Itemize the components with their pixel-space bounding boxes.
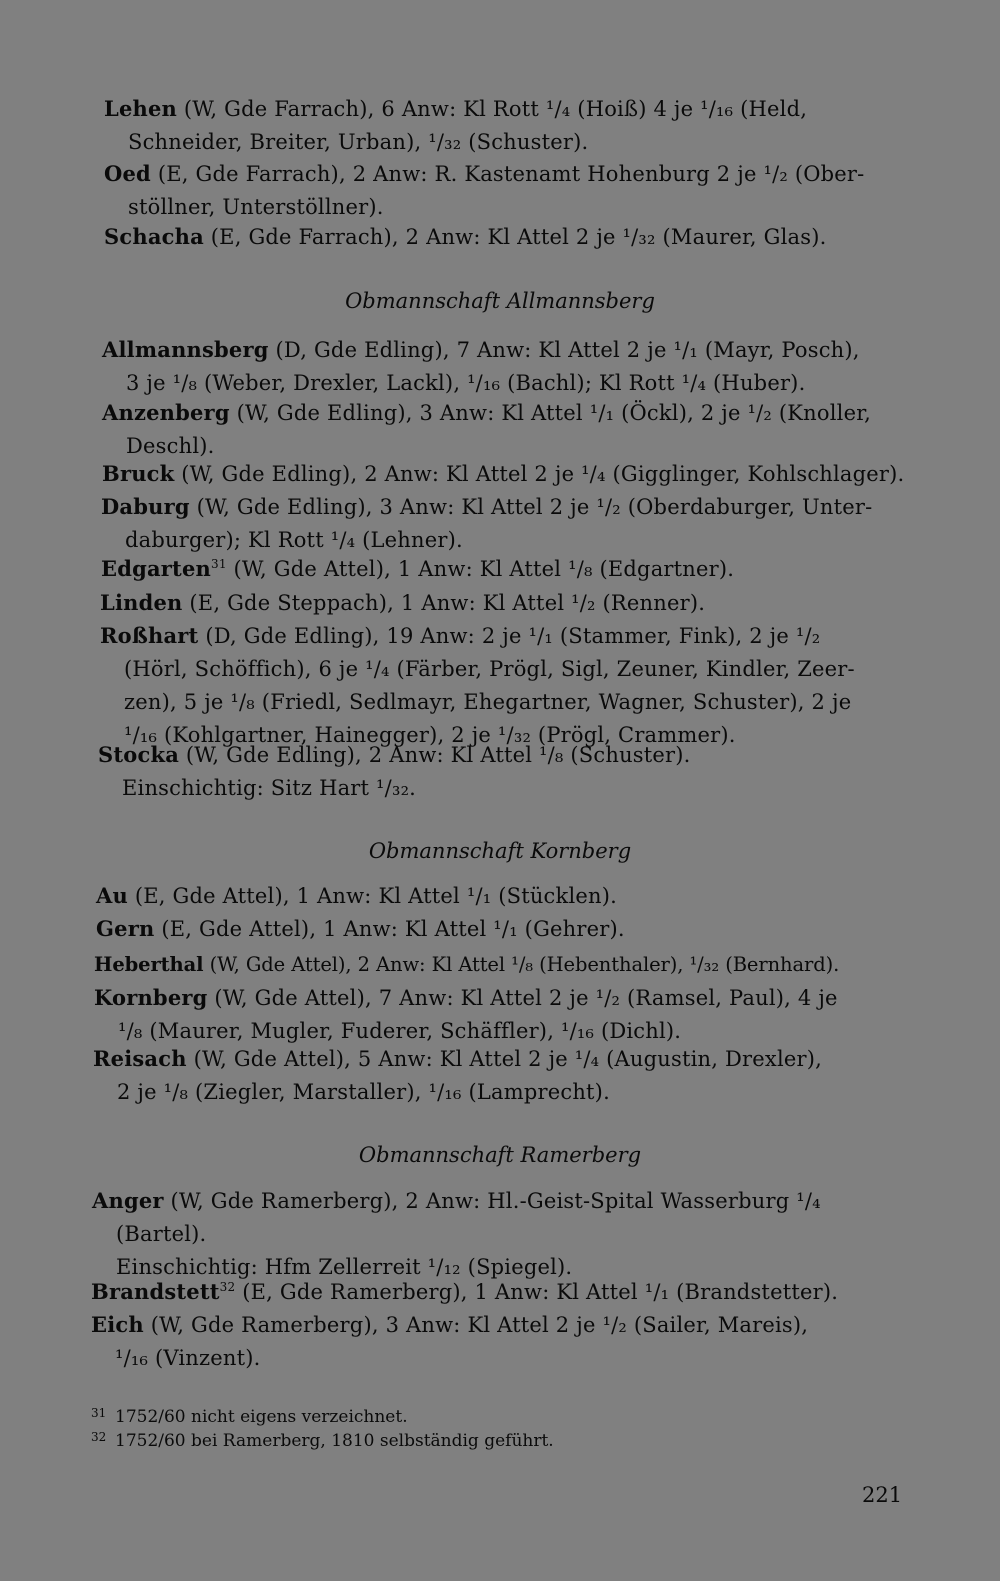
entry-text: (E, Gde Farrach), 2 Anw: Kl Attel 2 je ¹/₃₂ (Maurer, Glas). <box>203 225 827 249</box>
entry-daburg <box>101 490 914 557</box>
entry-text: (D, Gde Edling), 19 Anw: 2 je ¹/₁ (Stammer, Fink), 2 je ¹/₂ <box>198 624 821 648</box>
place-name: Eich <box>91 1312 144 1337</box>
entry-allmannsberg <box>102 333 914 400</box>
entry-text: (W, Gde Edling), 2 Anw: Kl Attel 2 je ¹/₄ (Gigglinger, Kohlschlager). <box>174 462 905 486</box>
entry-gern <box>96 912 914 946</box>
footnote-text: 1752/60 bei Ramerberg, 1810 selbständig geführt. <box>115 1431 554 1451</box>
place-name: Heberthal <box>94 953 204 976</box>
entry-anzenberg <box>102 396 914 463</box>
entry-text: (W, Gde Attel), 1 Anw: Kl Attel ¹/₈ (Edgartner). <box>226 557 735 581</box>
entry-reisach <box>93 1042 914 1109</box>
place-name: Brandstett <box>91 1279 220 1304</box>
place-name: Oed <box>104 161 151 186</box>
footnote-ref: 32 <box>219 1280 236 1294</box>
entry-text: (E, Gde Attel), 1 Anw: Kl Attel ¹/₁ (Stücklen). <box>127 884 617 908</box>
entry-stocka <box>98 738 914 805</box>
place-name: Schacha <box>104 224 204 249</box>
entry-text-cont: Deschl). <box>126 434 215 458</box>
footnote-ref: 31 <box>210 557 227 571</box>
entry-text: (W, Gde Edling), 2 Anw: Kl Attel ¹/₈ (Schuster). <box>179 743 691 767</box>
footnote-text: 1752/60 nicht eigens verzeichnet. <box>115 1407 408 1427</box>
entry-text-cont: ¹/₁₆ (Kohlgartner, Hainegger), 2 je ¹/₃₂ (Prögl, Crammer). <box>124 723 736 747</box>
entry-text-cont: 3 je ¹/₈ (Weber, Drexler, Lackl), ¹/₁₆ (Bachl); Kl Rott ¹/₄ (Huber). <box>126 371 806 395</box>
place-name: Lehen <box>104 96 178 121</box>
entry-eich <box>91 1308 914 1375</box>
place-name: Stocka <box>98 742 180 767</box>
place-name: Gern <box>96 916 155 941</box>
entry-oed <box>104 157 914 224</box>
entry-text: (E, Gde Steppach), 1 Anw: Kl Attel ¹/₂ (Renner). <box>182 591 706 615</box>
entry-text-cont: Schneider, Breiter, Urban), ¹/₃₂ (Schuster). <box>128 130 589 154</box>
place-name: Edgarten <box>101 556 211 581</box>
entry-text-cont: 2 je ¹/₈ (Ziegler, Marstaller), ¹/₁₆ (Lamprecht). <box>117 1080 610 1104</box>
entry-text: (E, Gde Farrach), 2 Anw: R. Kastenamt Hohenburg 2 je ¹/₂ (Ober- <box>150 162 865 186</box>
entry-text: (W, Gde Ramerberg), 3 Anw: Kl Attel 2 je ¹/₂ (Sailer, Mareis), <box>143 1313 809 1337</box>
place-name: Daburg <box>101 494 190 519</box>
place-name: Anger <box>92 1188 164 1213</box>
entry-au <box>96 879 914 913</box>
entry-text: (W, Gde Edling), 3 Anw: Kl Attel 2 je ¹/₂ (Oberdaburger, Unter- <box>189 495 873 519</box>
entry-text-cont: zen), 5 je ¹/₈ (Friedl, Sedlmayr, Ehegartner, Wagner, Schuster), 2 je <box>124 690 852 714</box>
entry-text: (W, Gde Ramerberg), 2 Anw: Hl.-Geist-Spital Wasserburg ¹/₄ <box>163 1189 821 1213</box>
entry-linden <box>100 586 914 620</box>
footnote-mark: 31 <box>91 1406 107 1420</box>
place-name: Reisach <box>93 1046 187 1071</box>
entry-text-cont: ¹/₁₆ (Vinzent). <box>115 1346 261 1370</box>
place-name: Roßhart <box>100 623 199 648</box>
entry-heberthal <box>94 948 914 981</box>
place-name: Anzenberg <box>102 400 230 425</box>
place-name: Au <box>96 883 128 908</box>
entry-text-cont: ¹/₈ (Maurer, Mugler, Fuderer, Schäffler), ¹/₁₆ (Dichl). <box>118 1019 682 1043</box>
entry-bruck <box>102 457 914 491</box>
footnote-mark: 32 <box>91 1430 107 1444</box>
section-heading-allmannsberg: Obmannschaft Allmannsberg <box>345 289 655 313</box>
page-number: 221 <box>862 1483 903 1507</box>
entry-text: (W, Gde Edling), 3 Anw: Kl Attel ¹/₁ (Öckl), 2 je ¹/₂ (Knoller, <box>229 401 872 425</box>
place-name: Linden <box>100 590 183 615</box>
entry-rosshart <box>100 619 914 752</box>
entry-text-cont: stöllner, Unterstöllner). <box>128 195 384 219</box>
entry-kornberg <box>94 981 914 1048</box>
place-name: Allmannsberg <box>102 337 269 362</box>
entry-text: (W, Gde Attel), 2 Anw: Kl Attel ¹/₈ (Hebenthaler), ¹/₃₂ (Bernhard). <box>203 953 840 976</box>
entry-brandstett <box>91 1275 914 1309</box>
entry-text: (E, Gde Ramerberg), 1 Anw: Kl Attel ¹/₁ (Brandstetter). <box>235 1280 839 1304</box>
entry-text: (W, Gde Attel), 5 Anw: Kl Attel 2 je ¹/₄ (Augustin, Drexler), <box>186 1047 823 1071</box>
footnote-32 <box>91 1425 791 1454</box>
entry-subnote: Einschichtig: Hfm Zellerreit ¹/₁₂ (Spiegel). <box>116 1255 573 1279</box>
section-heading-ramerberg: Obmannschaft Ramerberg <box>358 1143 642 1167</box>
place-name: Kornberg <box>94 985 208 1010</box>
entry-edgarten <box>101 552 914 586</box>
entry-lehen <box>104 92 914 159</box>
place-name: Bruck <box>102 461 175 486</box>
entry-text-cont: daburger); Kl Rott ¹/₄ (Lehner). <box>125 528 463 552</box>
entry-schacha <box>104 220 914 254</box>
entry-text-cont: (Bartel). <box>116 1222 207 1246</box>
entry-text: (W, Gde Farrach), 6 Anw: Kl Rott ¹/₄ (Hoiß) 4 je ¹/₁₆ (Held, <box>177 97 808 121</box>
entry-text: (E, Gde Attel), 1 Anw: Kl Attel ¹/₁ (Gehrer). <box>154 917 625 941</box>
entry-subnote: Einschichtig: Sitz Hart ¹/₃₂. <box>122 776 417 800</box>
entry-text-cont: (Hörl, Schöffich), 6 je ¹/₄ (Färber, Prögl, Sigl, Zeuner, Kindler, Zeer- <box>124 657 855 681</box>
entry-anger <box>92 1184 914 1284</box>
entry-text: (D, Gde Edling), 7 Anw: Kl Attel 2 je ¹/₁ (Mayr, Posch), <box>268 338 860 362</box>
section-heading-kornberg: Obmannschaft Kornberg <box>368 839 632 863</box>
entry-text: (W, Gde Attel), 7 Anw: Kl Attel 2 je ¹/₂ (Ramsel, Paul), 4 je <box>207 986 838 1010</box>
